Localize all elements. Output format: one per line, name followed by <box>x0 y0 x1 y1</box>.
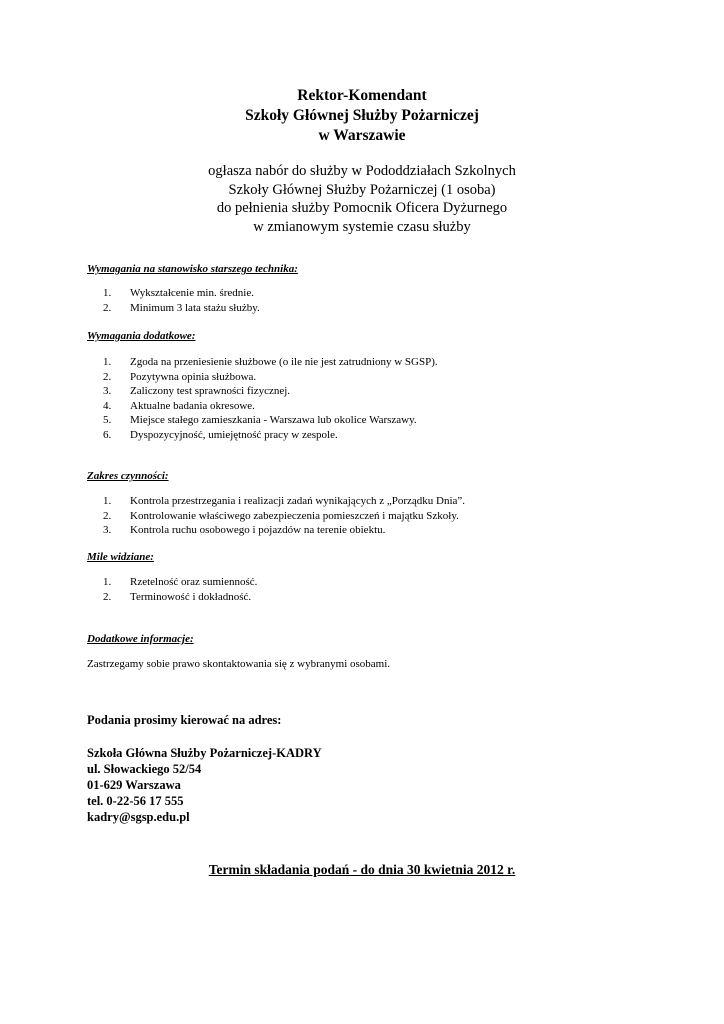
requirements-heading: Wymagania na stanowisko starszego technika: <box>87 263 298 275</box>
welcome-qualities-heading: Mile widziane: <box>87 551 154 563</box>
document-page: Rektor-Komendant Szkoły Głównej Służby Pożarniczej w Warszawie ogłasza nabór do służby w Pododdziałach Szkolnych Szkoły Głównej Służby Pożarniczej (1 osoba) do pełnienia służby Pomocnik Oficera Dyżurnego w zmianowym systemie czasu służby Wymagania na stanowisko starszego technika: 1. Wykształcenie min. średnie. 2. Minimum 3 lata stażu służby. Wymagania dodatkowe: 1. Zgoda na przeniesienie służbowe (o ile nie jest zatrudniony w SGSP). 2. Pozytywna opinia służbowa. 3. Zaliczony test sprawności fizycznej. 4. Aktualne badania okresowe. 5. Miejsce stałego zamieszkania - Warszawa lub okolice Warszawy. 6. Dyspozycyjność, umiejętność pracy w zespole. Zakres czynności: 1. Kontrola przestrzegania i realizacji zadań wynikających z „Porządku Dnia”. 2. Kontrolowanie właściwego zabezpieczenia pomieszczeń i majątku Szkoły. 3. Kontrola ruchu osobowego i pojazdów na terenie obiektu. Mile widziane: 1. Rzetelność oraz sumienność. 2. Terminowość i dokładność. Dodatkowe informacje: Zastrzegamy sobie prawo skontaktowania się z wybranymi osobami. Podania prosimy kierować na adres: Szkoła Główna Służby Pożarniczej-KADRY ul. Słowackiego 52/54 01-629 Warszawa tel. 0-22-56 17 555 kadry@sgsp.edu.pl Termin składania podań - do dnia 30 kwietnia 2012 r. <box>0 0 724 1024</box>
additional-info-text: Zastrzegamy sobie prawo skontaktowania się z wybranymi osobami. <box>87 658 391 670</box>
duties-heading: Zakres czynności: <box>87 470 169 482</box>
additional-requirements-heading: Wymagania dodatkowe: <box>87 330 196 342</box>
announcement-subtitle <box>0 162 724 236</box>
contact-phone: tel. 0-22-56 17 555 <box>87 794 184 808</box>
application-deadline: Termin składania podań - do dnia 30 kwietnia 2012 r. <box>208 862 516 877</box>
contact-name: Szkoła Główna Służby Pożarniczej-KADRY <box>87 746 322 760</box>
contact-email: kadry@sgsp.edu.pl <box>87 810 190 824</box>
announcement-title <box>0 86 724 146</box>
subtitle-line: do pełnienia służby Pomocnik Oficera Dyżurnego <box>216 200 508 216</box>
subtitle-line: ogłasza nabór do służby w Pododdziałach Szkolnych <box>208 163 516 179</box>
title-line: Rektor-Komendant <box>297 87 427 104</box>
additional-info-heading: Dodatkowe informacje: <box>87 633 194 645</box>
title-line: w Warszawie <box>318 127 406 144</box>
contact-street: ul. Słowackiego 52/54 <box>87 762 202 776</box>
subtitle-line: w zmianowym systemie czasu służby <box>253 218 471 235</box>
subtitle-line: Szkoły Głównej Służby Pożarniczej (1 osoba) <box>228 181 496 198</box>
contact-city: 01-629 Warszawa <box>87 778 181 792</box>
contact-intro: Podania prosimy kierować na adres: <box>87 713 282 727</box>
title-line: Szkoły Głównej Służby Pożarniczej <box>245 107 479 124</box>
